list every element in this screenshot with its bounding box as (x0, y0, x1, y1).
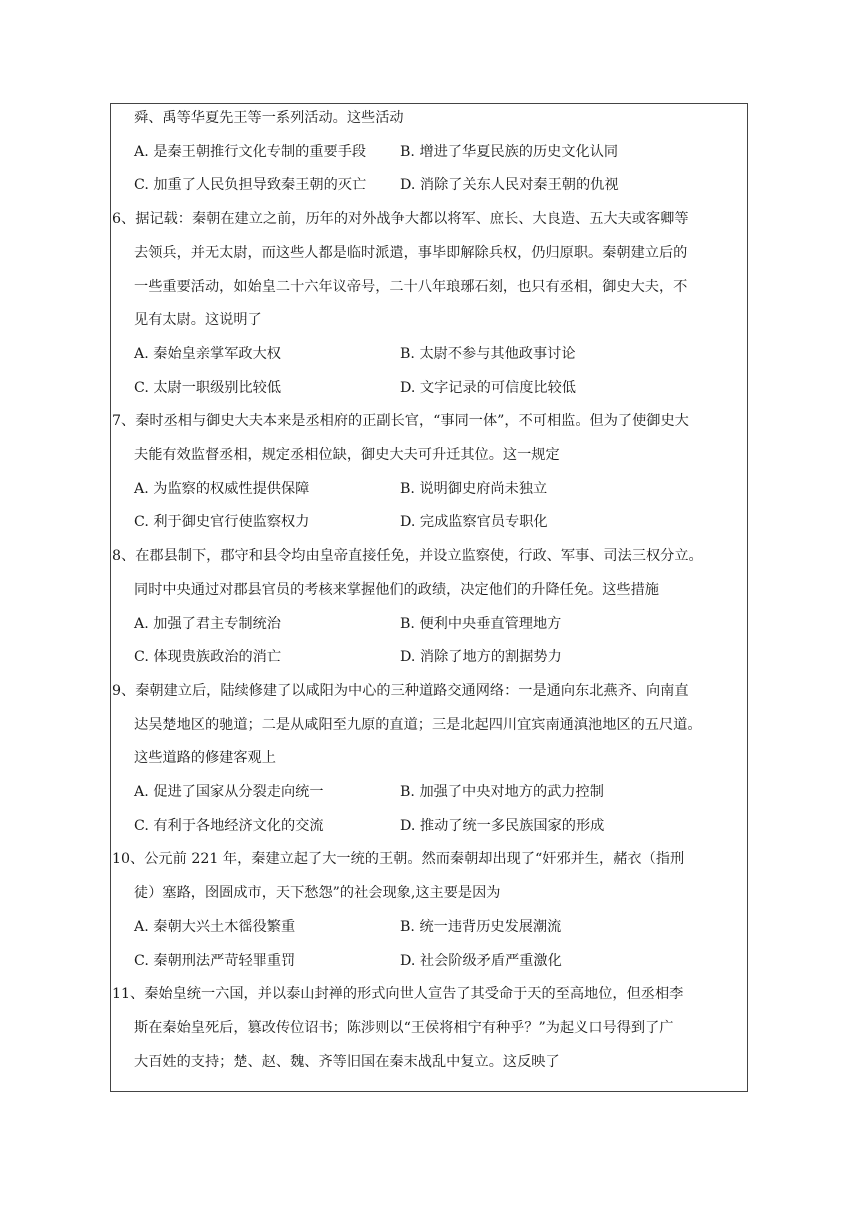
option-a-line: A. 是秦王朝推行文化专制的重要手段 (134, 143, 367, 160)
option-a-line: A. 促进了国家从分裂走向统一 (134, 784, 324, 800)
option-a-line: A. 加强了君主专制统治 (134, 615, 281, 632)
question-8-stem: 8、在郡县制下，郡守和县令均由皇帝直接任免，并设立监察使，行政、军事、司法三权分立。 (112, 548, 703, 565)
question-6-line: 一些重要活动，如始皇二十六年议帝号，二十八年琅琊石刻，也只有丞相，御史大夫，不 (134, 278, 688, 295)
option-b-line: B. 太尉不参与其他政事讨论 (400, 345, 576, 362)
option-b-line: B. 加强了中央对地方的武力控制 (400, 784, 604, 800)
option-c-line: C. 体现贵族政治的消亡 (134, 649, 282, 666)
option-c-line: C. 秦朝刑法严苛轻罪重罚 (134, 952, 296, 969)
option-d-line: D. 社会阶级矛盾严重激化 (400, 952, 562, 969)
option-d-line: D. 文字记录的可信度比较低 (400, 379, 576, 396)
option-d-line: D. 推动了统一多民族国家的形成 (400, 817, 605, 834)
question-10-stem: 10、公元前 221 年，秦建立起了大一统的王朝。然而秦朝却出现了“奸邪并生，赭衣（指刑 (112, 851, 685, 868)
question-9-line: 达吴楚地区的驰道；二是从咸阳至九原的直道；三是北起四川宜宾南通滇池地区的五尺道。 (134, 716, 702, 733)
option-c-line: C. 利于御史官行使监察权力 (134, 514, 310, 531)
question-8-line: 同时中央通过对郡县官员的考核来掌握他们的政绩，决定他们的升降任免。这些措施 (134, 581, 659, 598)
question-7-line: 夫能有效监督丞相，规定丞相位缺，御史大夫可升迁其位。这一规定 (134, 447, 560, 463)
question-11-line: 斯在秦始皇死后，篡改传位诏书；陈涉则以“王侯将相宁有种乎？”为起义口号得到了广 (134, 1019, 674, 1036)
option-b-line: B. 便利中央垂直管理地方 (400, 615, 562, 632)
question-line: 舜、禹等华夏先王等一系列活动。这些活动 (134, 110, 404, 126)
option-d-line: D. 完成监察官员专职化 (400, 514, 548, 531)
option-a-line: A. 秦始皇亲掌军政大权 (134, 345, 281, 362)
question-6-stem: 6、据记载：秦朝在建立之前，历年的对外战争大都以将军、庶长、大良造、五大夫或客卿等 (112, 211, 689, 228)
question-10-line: 徒）塞路，囹圄成市，天下愁怨”的社会现象,这主要是因为 (134, 885, 501, 902)
question-9-stem: 9、秦朝建立后，陆续修建了以咸阳为中心的三种道路交通网络：一是通向东北燕齐、向南直 (112, 682, 689, 699)
option-a-line: A. 为监察的权威性提供保障 (134, 480, 310, 497)
option-b-line: B. 增进了华夏民族的历史文化认同 (400, 143, 619, 160)
option-c-line: C. 有利于各地经济文化的交流 (134, 817, 324, 834)
option-b-line: B. 统一违背历史发展潮流 (400, 918, 562, 935)
option-d-line: D. 消除了地方的割据势力 (400, 649, 562, 666)
question-6-line: 见有太尉。这说明了 (134, 312, 262, 329)
question-11-line: 大百姓的支持；楚、赵、魏、齐等旧国在秦末战乱中复立。这反映了 (134, 1053, 560, 1070)
option-a-line: A. 秦朝大兴土木徭役繁重 (134, 918, 296, 935)
question-7-stem: 7、秦时丞相与御史大夫本来是丞相府的正副长官，“事同一体”，不可相监。但为了使御史大 (112, 413, 689, 430)
option-d-line: D. 消除了关东人民对秦王朝的仇视 (400, 177, 619, 194)
question-6-line: 去领兵，并无太尉，而这些人都是临时派遣，事毕即解除兵权，仍归原职。秦朝建立后的 (134, 244, 688, 261)
question-11-stem: 11、秦始皇统一六国，并以泰山封禅的形式向世人宣告了其受命于天的至高地位，但丞相李 (112, 986, 684, 1003)
question-9-line: 这些道路的修建客观上 (134, 750, 276, 767)
option-c-line: C. 加重了人民负担导致秦王朝的灭亡 (134, 177, 367, 194)
option-c-line: C. 太尉一职级别比较低 (134, 379, 282, 396)
option-b-line: B. 说明御史府尚未独立 (400, 480, 548, 497)
